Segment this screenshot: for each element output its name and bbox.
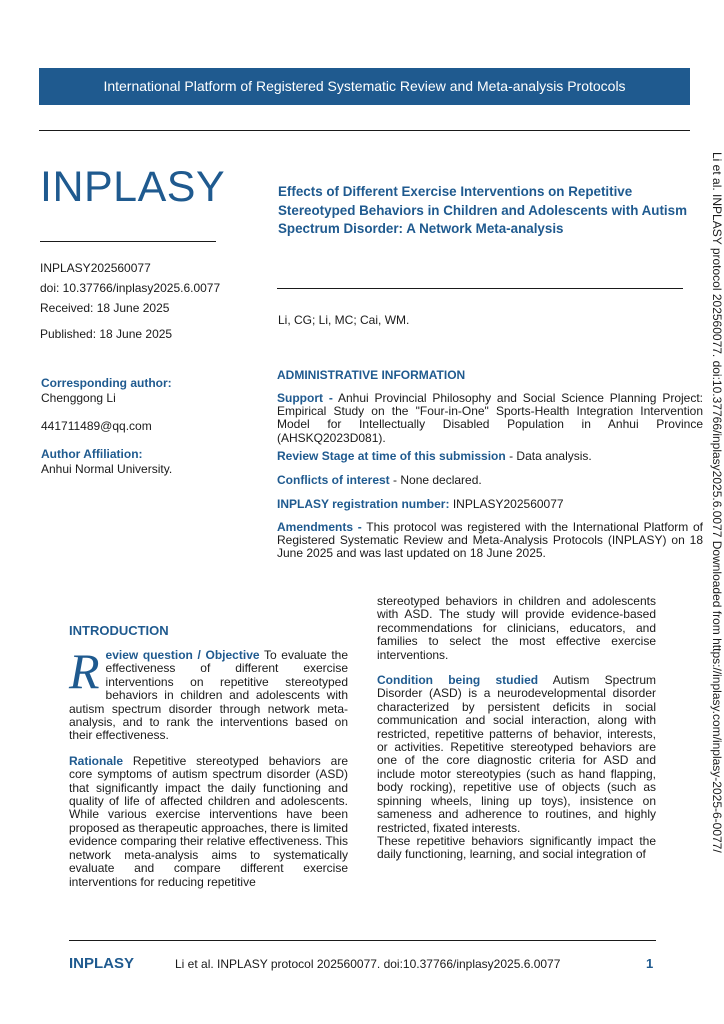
conflicts: [277, 474, 703, 487]
footer-brand: INPLASY: [69, 955, 135, 972]
support-text: Anhui Provincial Philosophy and Social Science Planning Project: Empirical Study on the "Four-in-One" Sports-Health Integration Intervention Model for Intellectually Disabled Population in Anhui Province (AHSKQ2023D081).: [277, 391, 703, 445]
side-download-text: Li et al. INPLASY protocol 202560077. doi:10.37766/inplasy2025.6.0077 Downloaded from https://inplasy.com/inplasy-2025-6-0077/: [710, 152, 724, 853]
header-rule: [39, 130, 690, 131]
received-date: Received: 18 June 2025: [40, 301, 170, 315]
published-date: Published: 18 June 2025: [40, 327, 173, 341]
col2-continued: stereotyped behaviors in children and adolescents with ASD. The study will provide evidence-based recommendations for clinicians, educators, and families to select the most effective exercise interventions.: [377, 594, 656, 662]
review-stage-text: - Data analysis.: [505, 449, 592, 463]
doi: doi: 10.37766/inplasy2025.6.0077: [40, 281, 221, 295]
condition-paragraph: [377, 674, 656, 835]
rationale-text: Repetitive stereotyped behaviors are core symptoms of autism spectrum disorder (ASD) that significantly impact the daily functioning and quality of life of affected children and adolescents. While various exercise interventions have been proposed as therapeutic approaches, there is limited evidence comparing their relative effectiveness. This network meta-analysis aims to systematically evaluate and compare different exercise interventions for reducing repetitive: [69, 753, 348, 889]
left-column: [69, 643, 349, 901]
registration-number: [277, 498, 703, 511]
review-question-label: eview question / Objective: [105, 648, 260, 662]
introduction-heading: INTRODUCTION: [69, 623, 169, 638]
condition-label: Condition being studied: [377, 673, 539, 688]
amendments: [277, 521, 703, 561]
impact-paragraph: These repetitive behaviors significantly impact the daily functioning, learning, and social integration of: [377, 833, 656, 862]
title-rule: [277, 288, 683, 289]
rationale-paragraph: [69, 755, 348, 889]
rationale-label: Rationale: [69, 753, 124, 768]
conflicts-text: - None declared.: [389, 473, 482, 487]
review-stage: [277, 450, 703, 463]
drop-cap: R: [69, 643, 100, 699]
affiliation: Anhui Normal University.: [41, 462, 173, 476]
logo-rule: [40, 241, 216, 242]
support-label: Support -: [277, 391, 333, 405]
registration-text: INPLASY202560077: [449, 497, 564, 511]
side-download-note: [710, 152, 724, 853]
corresponding-author-name: Chenggong Li: [41, 391, 116, 405]
right-column: [377, 595, 656, 874]
author-email[interactable]: 441711489@qq.com: [41, 419, 152, 433]
registration-label: INPLASY registration number:: [277, 497, 450, 511]
inplasy-logo: INPLASY: [40, 163, 226, 211]
condition-text: Autism Spectrum Disorder (ASD) is a neurodevelopmental disorder characterized by persistent deficits in social communication and social interaction, along with restricted, repetitive patterns of behavior, interests, or activities. Repetitive stereotyped behaviors are one of the core diagnostic criteria for ASD and include motor stereotypies (such as hand flapping, body rocking), repetitive use of objects (such as spinning wheels, lining up toys), insistence on sameness and adherence to routines, and highly restricted, fixated interests.: [377, 673, 656, 835]
review-stage-label: Review Stage at time of this submission: [277, 449, 506, 463]
authors: Li, CG; Li, MC; Cai, WM.: [278, 313, 410, 327]
corresponding-author-label: Corresponding author:: [41, 376, 172, 390]
review-question-text: To evaluate the effectiveness of different exercise interventions on repetitive stereotyped behaviors in children and adolescents with autism spectrum disorder through network meta-analysis, and to rank the interventions based on their effectiveness.: [69, 648, 349, 743]
review-question-paragraph: [69, 643, 349, 743]
header-banner: International Platform of Registered Systematic Review and Meta-analysis Protocols: [39, 68, 690, 105]
affiliation-label: Author Affiliation:: [41, 447, 143, 461]
amendments-text: This protocol was registered with the International Platform of Registered Systematic Review and Meta-Analysis Protocols (INPLASY) on 18 June 2025 and was last updated on 18 June 2025.: [277, 520, 703, 561]
amendments-label: Amendments -: [277, 520, 362, 534]
admin-heading: ADMINISTRATIVE INFORMATION: [277, 368, 466, 382]
registration-id: INPLASY202560077: [40, 261, 151, 275]
footer-citation: Li et al. INPLASY protocol 202560077. doi:10.37766/inplasy2025.6.0077: [175, 957, 561, 971]
paper-title: Effects of Different Exercise Interventions on Repetitive Stereotyped Behaviors in Children and Adolescents with Autism Spectrum Disorder: A Network Meta-analysis: [278, 184, 687, 236]
support-paragraph: [277, 392, 703, 445]
footer-rule: [69, 940, 656, 941]
conflicts-label: Conflicts of interest: [277, 473, 390, 487]
page-number: 1: [646, 956, 654, 971]
